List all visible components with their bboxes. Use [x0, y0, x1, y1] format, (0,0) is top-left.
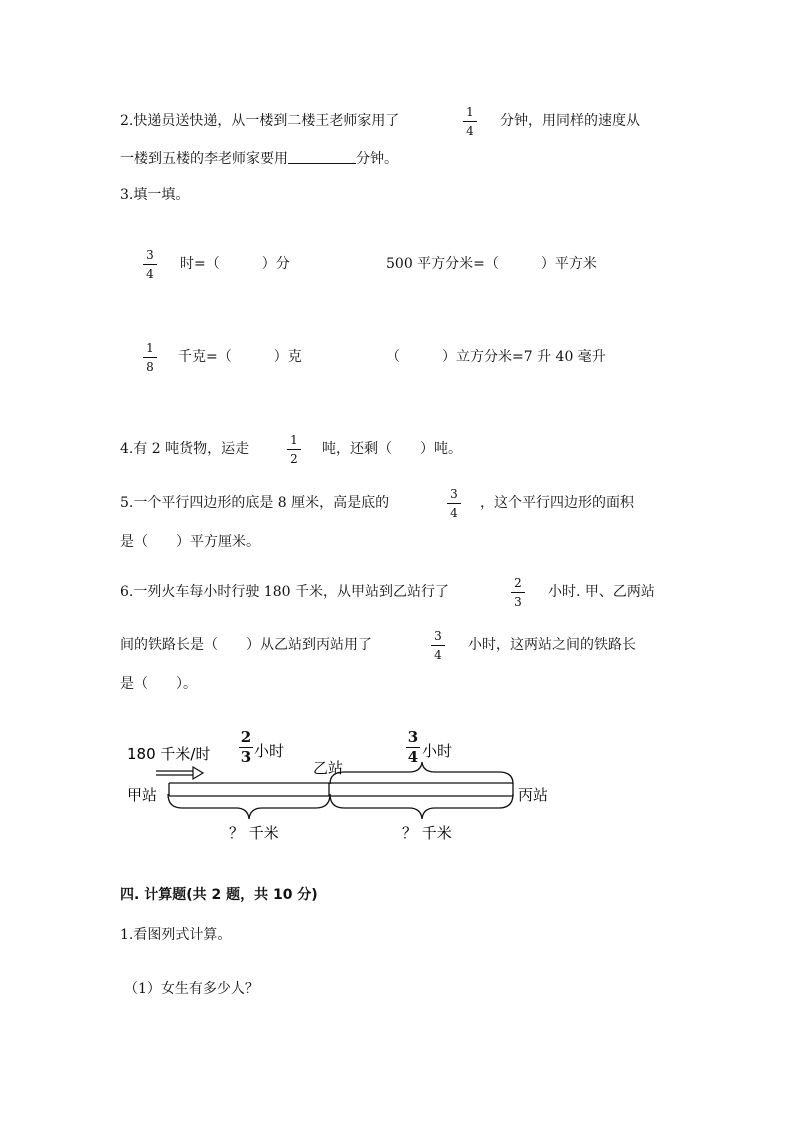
- q3a-frac-numerator: 3: [146, 248, 154, 262]
- diagram-frac1-denominator: 3: [240, 748, 252, 766]
- hours-label-1: 小时: [254, 742, 285, 760]
- q5-text-b: ，这个平行四边形的面积: [480, 495, 634, 511]
- q3c-fraction: [142, 342, 158, 373]
- q2-line1-tail: 分钟，用同样的速度从: [500, 113, 640, 129]
- q3d-text: （ ）立方分米=7 升 40 毫升: [386, 349, 606, 365]
- q3b-text: 500 平方分米=（ ）平方米: [386, 256, 597, 272]
- q5-text-c: 是（ ）平方厘米。: [120, 534, 260, 550]
- q5-text-a: 5.一个平行四边形的底是 8 厘米，高是底的: [120, 495, 390, 511]
- diagram-fraction-2: [406, 730, 420, 765]
- q2-line2-tail: 分钟。: [356, 151, 398, 167]
- q6-frac1-numerator: 2: [514, 576, 522, 590]
- q6-fraction-1: [510, 577, 526, 608]
- q3a-fraction: [142, 249, 158, 280]
- q6-text-a: 6.一列火车每小时行驶 180 千米，从甲站到乙站行了: [120, 584, 449, 600]
- q6-text-e: 是（ ）。: [120, 676, 197, 692]
- q3a-frac-denominator: 4: [146, 267, 154, 281]
- q2-answer-blank[interactable]: [288, 153, 356, 164]
- brace-top-segment-2: [330, 762, 513, 784]
- q6-text-c: 间的铁路长是（ ）从乙站到丙站用了: [120, 637, 372, 653]
- station-yi-label: 乙站: [313, 759, 344, 777]
- q4-frac-numerator: 1: [290, 433, 298, 447]
- q6-fraction-2: [430, 630, 446, 661]
- direction-arrow: [156, 767, 203, 779]
- q2-frac-denominator: 4: [466, 124, 474, 138]
- q4-fraction: [286, 434, 302, 465]
- diagram-fraction-1: [239, 730, 253, 765]
- diagram-frac2-numerator: 3: [407, 728, 419, 746]
- q4-text-b: 吨，还剩（ ）吨。: [322, 441, 462, 457]
- diagram-frac1-numerator: 2: [240, 728, 252, 746]
- q6-frac2-numerator: 3: [434, 629, 442, 643]
- track-segment: [169, 783, 513, 796]
- q3c-text: 千克=（ ）克: [178, 349, 302, 365]
- q2-line2-lead: 一楼到五楼的李老师家要用: [120, 151, 288, 167]
- q6-text-b: 小时. 甲、乙两站: [548, 584, 655, 600]
- section-4-q1: 1.看图列式计算。: [120, 927, 232, 943]
- hours-label-2: 小时: [422, 742, 453, 760]
- brace-segment-2: [330, 794, 513, 819]
- q6-text-d: 小时，这两站之间的铁路长: [468, 637, 636, 653]
- q2-line2-text: [120, 152, 398, 166]
- unknown-distance-1: ？ 千米: [229, 824, 279, 842]
- speed-label: 180 千米/时: [127, 745, 211, 763]
- q3a-text: 时=（ ）分: [180, 256, 290, 272]
- q6-frac2-denominator: 4: [434, 648, 442, 662]
- q6-frac1-denominator: 3: [514, 595, 522, 609]
- station-jia-label: 甲站: [127, 786, 158, 804]
- q4-text-a: 4.有 2 吨货物，运走: [120, 441, 250, 457]
- q2-line1-text: 2.快递员送快递，从一楼到二楼王老师家用了: [120, 113, 400, 129]
- q3-title: 3.填一填。: [120, 187, 190, 203]
- q4-frac-denominator: 2: [290, 452, 298, 466]
- q3c-frac-numerator: 1: [146, 341, 154, 355]
- q5-frac-denominator: 4: [450, 506, 458, 520]
- diagram-frac2-denominator: 4: [407, 748, 419, 766]
- q5-frac-numerator: 3: [450, 487, 458, 501]
- brace-segment-1: [168, 794, 330, 819]
- q5-fraction: [446, 488, 462, 519]
- section-4-heading: 四. 计算题(共 2 题，共 10 分): [120, 887, 318, 903]
- section-4-q1-sub1: （1）女生有多少人？: [124, 981, 259, 997]
- station-bing-label: 丙站: [518, 786, 549, 804]
- q2-fraction: [462, 106, 478, 137]
- q3c-frac-denominator: 8: [146, 360, 154, 374]
- q2-frac-numerator: 1: [466, 105, 474, 119]
- unknown-distance-2: ？ 千米: [402, 824, 452, 842]
